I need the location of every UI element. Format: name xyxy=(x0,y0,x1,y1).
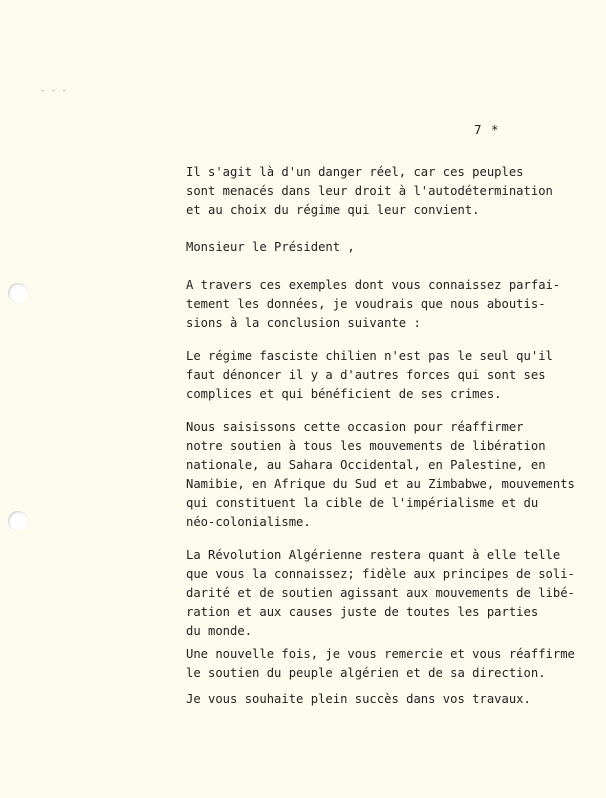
text-line: le soutien du peuple algérien et de sa direction. xyxy=(186,666,546,680)
text-line: Je vous souhaite plein succès dans vos travaux. xyxy=(186,692,531,706)
text-line: du monde. xyxy=(186,624,253,638)
page-number: 7 * xyxy=(474,122,500,137)
punch-hole-icon xyxy=(8,511,28,531)
text-line: complices et qui bénéficient de ses crimes. xyxy=(186,387,502,401)
text-line: A travers ces exemples dont vous connaissez parfai- xyxy=(186,278,561,292)
text-line: que vous la connaissez; fidèle aux principes de soli- xyxy=(186,567,575,581)
closing-line xyxy=(186,690,531,709)
text-line: darité et de soutien agissant aux mouvements de libé- xyxy=(186,586,575,600)
paragraph-6 xyxy=(186,645,575,683)
text-line: Le régime fasciste chilien n'est pas le seul qu'il xyxy=(186,349,553,363)
text-line: Une nouvelle fois, je vous remercie et vous réaffirme xyxy=(186,647,575,661)
paragraph-2 xyxy=(186,276,560,333)
text-line: faut dénoncer il y a d'autres forces qui sont ses xyxy=(186,368,546,382)
text-line: Nous saisissons cette occasion pour réaffirmer xyxy=(186,420,524,434)
text-line: nationale, au Sahara Occidental, en Palestine, en xyxy=(186,458,546,472)
text-line: La Révolution Algérienne restera quant à elle telle xyxy=(186,548,561,562)
text-line: néo-colonialisme. xyxy=(186,515,311,529)
paragraph-1 xyxy=(186,163,553,220)
corner-mark: - - - xyxy=(40,86,68,96)
text-line: qui constituent la cible de l'impérialisme et du xyxy=(186,496,539,510)
paragraph-5 xyxy=(186,546,575,641)
punch-hole-icon xyxy=(8,283,28,303)
text-line: notre soutien à tous les mouvements de libération xyxy=(186,439,546,453)
text-line: sions à la conclusion suivante : xyxy=(186,316,421,330)
text-line: et au choix du régime qui leur convient. xyxy=(186,203,480,217)
text-line: sont menacés dans leur droit à l'autodétermination xyxy=(186,184,553,198)
paragraph-3 xyxy=(186,347,553,404)
text-line: Monsieur le Président , xyxy=(186,240,355,254)
text-line: Il s'agit là d'un danger réel, car ces peuples xyxy=(186,165,524,179)
salutation xyxy=(186,238,355,257)
text-line: tement les données, je voudrais que nous aboutis- xyxy=(186,297,546,311)
text-line: Namibie, en Afrique du Sud et au Zimbabwe, mouvements xyxy=(186,477,575,491)
text-line: ration et aux causes juste de toutes les parties xyxy=(186,605,539,619)
paragraph-4 xyxy=(186,418,575,532)
